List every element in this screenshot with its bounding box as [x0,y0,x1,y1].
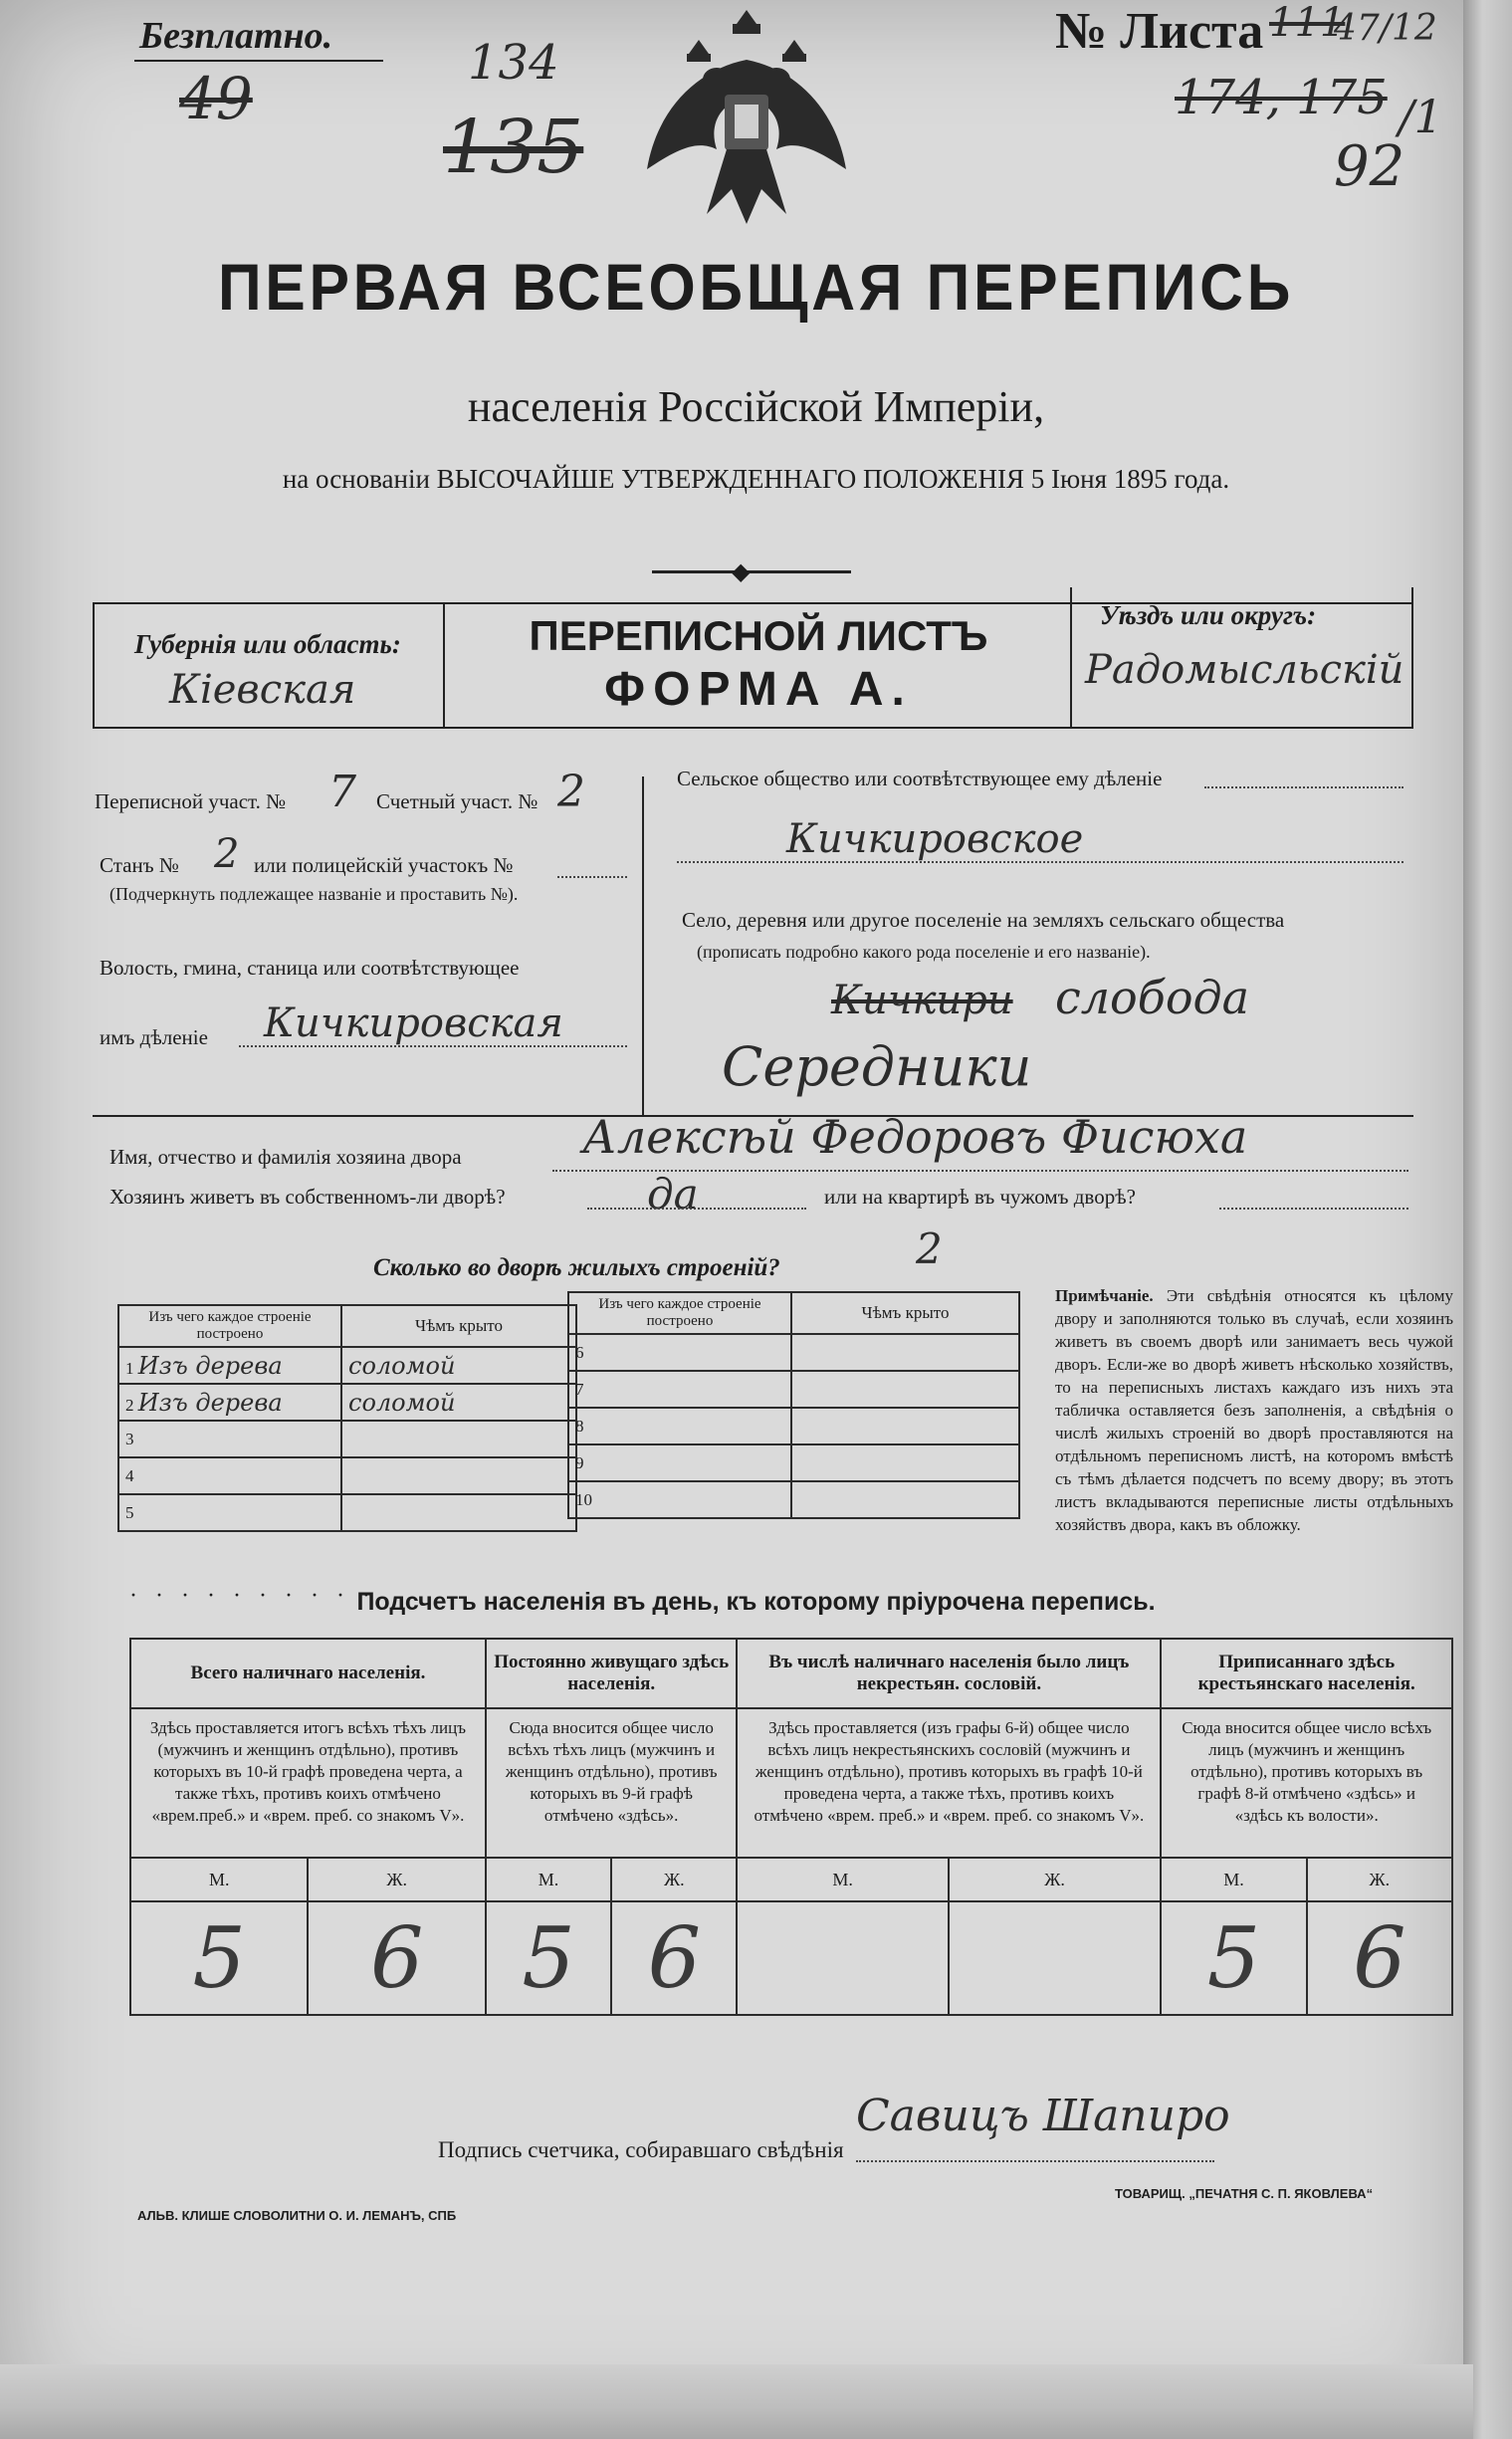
own-yard-field[interactable] [587,1208,806,1210]
main-title: ПЕРВАЯ ВСЕОБЩАЯ ПЕРЕПИСЬ [217,250,1295,324]
free-label: Безплатно. [139,15,333,57]
sheet-number-label: № Листа [1055,3,1264,60]
signature-value: Савицъ Шапиро [856,2091,1230,2141]
crossed-number: 49 [179,65,253,132]
building-roof [341,1421,576,1457]
count-section-value: 2 [557,767,585,817]
count-col2-desc: Сюда вносится общее число всѣхъ тѣхъ лицъ (мужчинъ и женщинъ отдѣльно), противъ которыхъ въ 9-й графѣ отмѣчено «здѣсь». [486,1708,738,1858]
sheet-number-values: 174, 175 [1175,70,1388,125]
building-row: 9 [568,1444,791,1481]
police-label: или полицейскій участокъ № [254,853,514,877]
volost-value: Кичкировская [264,1000,563,1046]
stan-label: Станъ № [100,853,179,877]
count-col2-head: Постоянно живущаго здѣсь населенія. [486,1639,738,1708]
rural-society-label: Сельское общество или соотвѣтствующее ему дѣленіе [677,767,1163,790]
male-label: М. [130,1858,308,1901]
police-field[interactable] [557,876,627,878]
province-value: Кіевская [169,667,356,713]
building-row: 6 [568,1334,791,1371]
buildings-col-material-2: Изъ чего каждое строеніе построено [568,1292,791,1334]
buildings-table-left [117,1304,577,1532]
free-underline [134,60,383,62]
count-c1-male: 5 [130,1901,308,2015]
handwritten-number-b: 135 [443,105,584,190]
underline-hint: (Подчеркнуть подлежащее названіе и проставить №). [109,884,519,904]
building-row: 7 [568,1371,791,1408]
sheet-title: ПЕРЕПИСНОЙ ЛИСТЪ [529,612,988,659]
count-col4-desc: Сюда вносится общее число всѣхъ лицъ (мужчинъ и женщинъ отдѣльно), противъ которыхъ въ графѣ 8-й отмѣчено «здѣсь» и «здѣсь къ волости». [1161,1708,1452,1858]
male-label: М. [1161,1858,1306,1901]
building-row: 5 [118,1494,341,1531]
district-value: Радомысльскій [1085,647,1404,693]
village-value-crossed: Кичкири [831,978,1013,1023]
building-roof: соломой [341,1384,576,1421]
village-label: Село, деревня или другое поселеніе на земляхъ сельскаго общества [682,908,1285,932]
female-label: Ж. [611,1858,737,1901]
building-roof: соломой [341,1347,576,1384]
count-col3-head: Въ числѣ наличнаго населенія было лицъ некрестьян. сословій. [737,1639,1161,1708]
village-value: слобода [1055,971,1250,1024]
volost-label-2: имъ дѣленіе [100,1025,208,1049]
owner-name-value: Алексѣй Федоровъ Фисюха [582,1110,1248,1164]
village-hint: (прописать подробно какого рода поселеніе и его названіе). [697,942,1151,962]
printer-left: АЛЬВ. КЛИШЕ СЛОВОЛИТНИ О. И. ЛЕМАНЪ, СПБ [137,2208,457,2223]
count-c1-female: 6 [308,1901,485,2015]
female-label: Ж. [308,1858,485,1901]
building-roof [791,1371,1019,1408]
male-label: М. [486,1858,611,1901]
head-box-divider-a [443,602,445,729]
female-label: Ж. [949,1858,1162,1901]
form-title: ФОРМА А. [604,663,913,716]
head-box-divider-b [1070,587,1072,729]
count-col1-head: Всего наличнаго населенія. [130,1639,486,1708]
sheet-number-mark: 47/12 [1334,8,1437,49]
building-roof [341,1457,576,1494]
female-label: Ж. [1307,1858,1452,1901]
male-label: М. [737,1858,948,1901]
buildings-col-roof-2: Чѣмъ крыто [791,1292,1019,1334]
buildings-table-right [567,1291,1020,1519]
building-row: 8 [568,1408,791,1444]
building-row: 3 [118,1421,341,1457]
building-roof [791,1334,1019,1371]
count-section-label: Счетный участ. № [376,789,539,813]
province-label: Губернія или область: [134,629,401,659]
census-section-label: Переписной участ. № [95,789,287,813]
building-roof [791,1481,1019,1518]
count-c4-male: 5 [1161,1901,1306,2015]
building-roof [791,1444,1019,1481]
building-row: 1 Изъ дерева [118,1347,341,1384]
count-col1-desc: Здѣсь проставляется итогъ всѣхъ тѣхъ лицъ (мужчинъ и женщинъ отдѣльно), противъ которыхъ въ 10-й графѣ проведена черта, а также тѣхъ, противъ коихъ отмѣчено «врем.преб.» и «врем. преб. со знакомъ V». [130,1708,486,1858]
signature-label: Подпись счетчика, собиравшаго свѣдѣнія [438,2137,844,2162]
building-roof [341,1494,576,1531]
count-col4-head: Приписаннаго здѣсь крестьянскаго населенія. [1161,1639,1452,1708]
own-yard-value: да [647,1170,699,1219]
signature-field[interactable] [856,2160,1214,2162]
ornament-rule [652,570,851,573]
note-label: Примѣчаніе. [1055,1286,1154,1305]
count-c2-male: 5 [486,1901,611,2015]
volost-field[interactable] [239,1045,627,1047]
page-edge [1463,0,1512,2439]
buildings-value: 2 [916,1224,943,1273]
handwritten-number-a: 134 [468,35,559,91]
building-row: 2 Изъ дерева [118,1384,341,1421]
sheet-number-crossed: 111 [1269,0,1346,46]
count-dots: · · · · · · · · · · [129,1583,376,1609]
own-yard-label: Хозяинъ живетъ въ собственномъ-ли дворѣ? [109,1185,506,1209]
subtitle: населенія Россійской Имперіи, [467,382,1045,431]
census-section-value: 7 [328,767,356,817]
note-text: Эти свѣдѣнія относятся къ цѣлому двору и заполняются только въ случаѣ, если хозяинъ живетъ въ своемъ дворѣ или занимаетъ весь чужой дворъ. Если-же во дворѣ живетъ нѣсколько хозяйствъ, то на переписныхъ листахъ каждаго изъ нихъ эта табличка оставляется безъ заполненія, а свѣдѣнія о числѣ жилыхъ строеній во дворѣ проставляются на отдѣльномъ переписномъ листѣ, на которомъ вмѣстѣ съ тѣмъ дѣлается подсчетъ по всему двору; въ этотъ листъ вкладываются переписные листы отдѣльныхъ хозяйствъ двора, какъ въ обложку. [1055,1286,1454,1534]
population-count-table [129,1638,1453,2016]
district-label: Уѣздъ или округъ: [1100,600,1317,630]
building-row: 10 [568,1481,791,1518]
buildings-label: Сколько во дворѣ жилыхъ строеній? [373,1254,780,1281]
rent-field[interactable] [1219,1208,1408,1210]
village-value-2: Середники [722,1035,1032,1098]
page-edge-bottom [0,2364,1473,2439]
volost-label: Волость, гмина, станица или соотвѣтствующее [100,956,520,980]
ornament-diamond: ◆ [732,559,751,585]
building-row: 4 [118,1457,341,1494]
count-c4-female: 6 [1307,1901,1452,2015]
head-box-left [93,602,95,729]
buildings-note [1055,1284,1453,1536]
count-c2-female: 6 [611,1901,737,2015]
stan-value: 2 [214,831,240,877]
archive-number: 92 [1334,134,1405,199]
buildings-col-material: Изъ чего каждое строеніе построено [118,1305,341,1347]
rural-society-value: Кичкировское [786,816,1084,862]
count-heading: Подсчетъ населенія въ день, къ которому пріурочена перепись. [356,1588,1156,1616]
head-box-bottom [93,727,1413,729]
building-roof [791,1408,1019,1444]
count-c3-male [737,1901,948,2015]
printer-right: ТОВАРИЩ. „ПЕЧАТНЯ С. П. ЯКОВЛЕВА“ [1115,2186,1374,2201]
buildings-col-roof: Чѣмъ крыто [341,1305,576,1347]
count-col3-desc: Здѣсь проставляется (изъ графы 6-й) общее число всѣхъ лицъ некрестьянскихъ сословій (мужчинъ и женщинъ отдѣльно), противъ которыхъ въ графѣ 10-й проведена черта, а также тѣхъ, противъ коихъ отмѣчено «врем. преб.» и «врем. преб. со знакомъ V». [737,1708,1161,1858]
sheet-number-slash: /1 [1399,90,1443,143]
basis-line: на основаніи ВЫСОЧАЙШЕ УТВЕРЖДЕННАГО ПОЛОЖЕНІЯ 5 Іюня 1895 года. [282,464,1230,494]
owner-name-label: Имя, отчество и фамилія хозяина двора [109,1145,462,1169]
rural-society-field-b[interactable] [677,861,1404,863]
rural-society-field-a[interactable] [1204,786,1404,788]
rent-label: или на квартирѣ въ чужомъ дворѣ? [824,1185,1136,1209]
imperial-eagle-emblem [637,0,856,229]
head-box-right [1411,587,1413,729]
count-c3-female [949,1901,1162,2015]
location-divider [642,776,644,1115]
